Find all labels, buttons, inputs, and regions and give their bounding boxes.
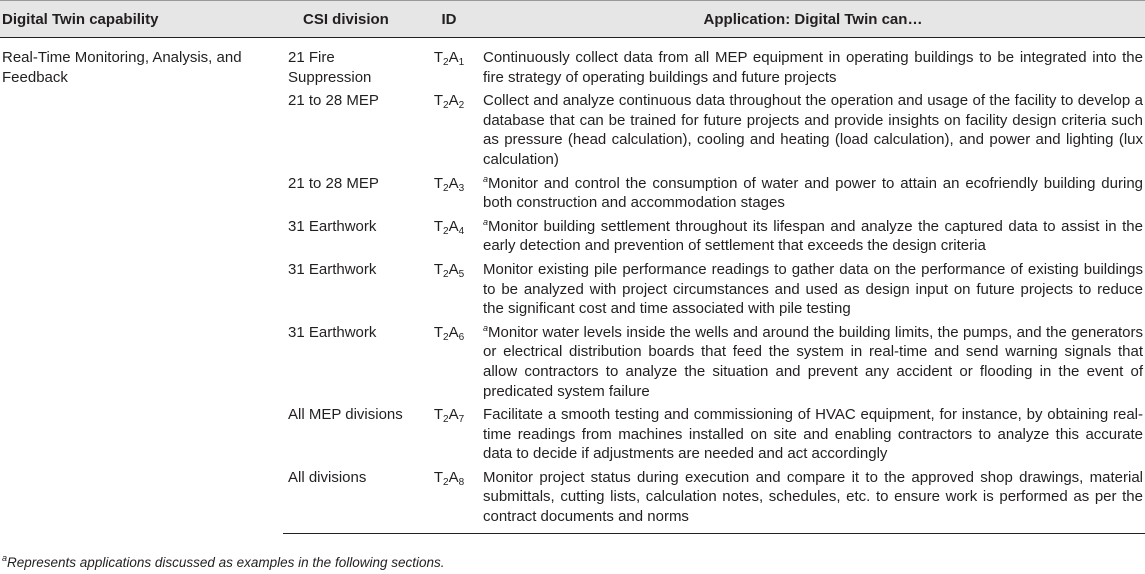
footnote-text: Represents applications discussed as examples in the following sections. bbox=[7, 555, 445, 570]
table-row bbox=[0, 38, 1145, 88]
division-cell: 21 to 28 MEP bbox=[288, 92, 379, 110]
division-cell: All MEP divisions bbox=[288, 406, 403, 424]
application-cell: Collect and analyze continuous data throughout the operation and usage of the facility to develop a database that can be trained for future projects and provide insights on facility design criteria such as pressure (head calculation), cooling and heating (load calculation), and power and lighting (lux calculation) bbox=[483, 92, 1143, 168]
id-cell: $T_2A_8$ bbox=[417, 464, 481, 533]
id-cell: $T_2A_3$ bbox=[433, 174, 465, 194]
id-cell: $T_2A_7$ bbox=[433, 406, 465, 426]
id-cell: $T_2A_2$ bbox=[433, 92, 465, 112]
table-body bbox=[0, 38, 1145, 534]
header-division: CSI division bbox=[283, 1, 417, 38]
division-cell: 31 Earthwork bbox=[288, 260, 377, 278]
application-cell: $^a$Monitor water levels inside the wells and around the building limits, the pumps, and the generators or electrical distribution boards that feed the system in real-time and send warning signals that allow contractors to analyze the situation and prevent any accident or flooding in the event of predicated system failure bbox=[483, 322, 1143, 400]
capability-cell: Real-Time Monitoring, Analysis, and Feedback bbox=[2, 49, 242, 86]
division-cell: 21 Fire Suppression bbox=[288, 49, 372, 86]
header-application: Application: Digital Twin can… bbox=[481, 1, 1145, 38]
header-row bbox=[0, 1, 1145, 38]
division-cell: 31 Earthwork bbox=[288, 217, 377, 235]
application-cell: Continuously collect data from all MEP equipment in operating buildings to be integrated into the fire strategy of operating buildings and future projects bbox=[483, 49, 1143, 86]
footnote-marker: a bbox=[483, 216, 489, 227]
footnote-marker: a bbox=[483, 322, 489, 333]
id-cell: $T_2A_1$ bbox=[433, 49, 465, 68]
application-cell: $^a$Monitor and control the consumption of water and power to attain an ecofriendly building during both construction and accommodation stages bbox=[483, 173, 1143, 212]
application-cell: Monitor existing pile performance readings to gather data on the performance of existing buildings to be analyzed with project circumstances and used as design input on future projects to reduce the significant cost and time associated with pile testing bbox=[483, 260, 1143, 318]
division-cell: 21 to 28 MEP bbox=[288, 174, 379, 192]
application-cell: Facilitate a smooth testing and commissioning of HVAC equipment, for instance, by obtaining real-time readings from machines installed on site and enabling contractors to analyze this accurate data to decide if adjustments are needed and act accordingly bbox=[483, 406, 1143, 463]
application-cell: $^a$Monitor building settlement throughout its lifespan and analyze the captured data to assist in the early detection and prevention of settlement that exceeds the design criteria bbox=[483, 216, 1143, 255]
id-cell: $T_2A_6$ bbox=[433, 323, 465, 343]
division-cell: All divisions bbox=[283, 464, 417, 533]
header-id: ID bbox=[417, 1, 481, 38]
header-capability: Digital Twin capability bbox=[0, 1, 283, 38]
table-footnote bbox=[2, 555, 445, 570]
table-header bbox=[0, 1, 1145, 38]
application-cell: Monitor project status during execution and compare it to the approved shop drawings, material submittals, cutting lists, calculation notes, schedules, etc. to ensure work is performed as per the contract documents and norms bbox=[481, 464, 1145, 533]
footnote-marker: a bbox=[2, 553, 8, 563]
footnote-marker: a bbox=[483, 173, 489, 184]
id-cell: $T_2A_5$ bbox=[433, 260, 465, 280]
id-cell: $T_2A_4$ bbox=[433, 217, 465, 237]
division-cell: 31 Earthwork bbox=[288, 323, 377, 341]
